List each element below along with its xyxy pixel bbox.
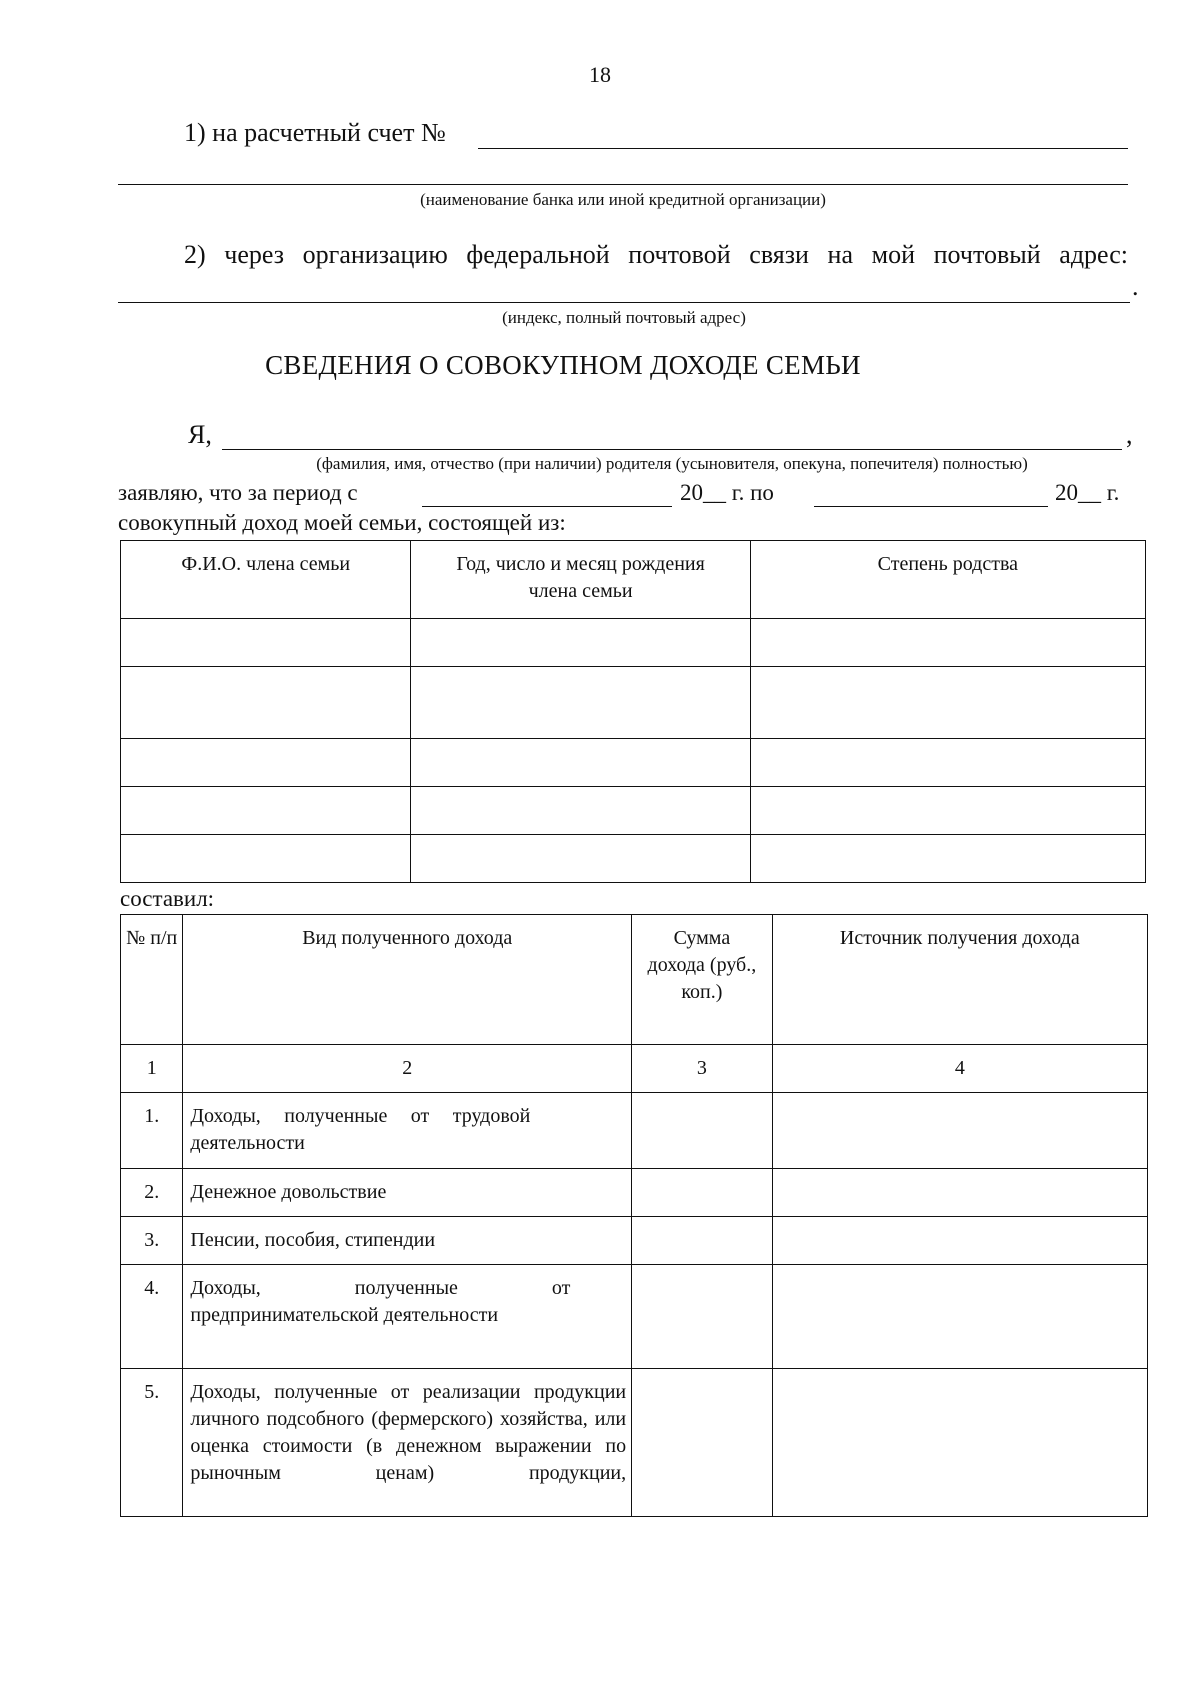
bank-caption: (наименование банка или иной кредитной организации) [420,190,826,209]
family-cell[interactable] [750,787,1145,835]
column-number: 3 [632,1045,773,1093]
family-cell[interactable] [121,667,411,739]
period-from-field[interactable] [422,506,672,507]
family-cell[interactable] [750,619,1145,667]
family-cell[interactable] [121,619,411,667]
family-cell[interactable] [121,739,411,787]
income-sum-cell[interactable] [632,1169,773,1217]
composed-label: составил: [120,886,215,911]
name-caption: (фамилия, имя, отчество (при наличии) родителя (усыновителя, опекуна, попечителя) полностью) [316,454,1028,473]
family-header-birth: Год, число и месяц рождения члена семьи [411,541,750,619]
family-cell[interactable] [121,787,411,835]
family-cell[interactable] [750,739,1145,787]
income-header-sum: Сумма дохода (руб., коп.) [632,915,773,1045]
family-line: совокупный доход моей семьи, состоящей из: [118,510,566,535]
family-cell[interactable] [750,835,1145,883]
income-source-cell[interactable] [772,1369,1147,1517]
family-cell[interactable] [411,739,750,787]
income-type [183,1265,632,1369]
postal-label: 2) через организацию федеральной почтовой связи на мой почтовый адрес: [184,240,1128,269]
account-number-field[interactable] [478,148,1128,149]
family-cell[interactable] [750,667,1145,739]
income-sum-cell[interactable] [632,1369,773,1517]
column-number: 4 [772,1045,1147,1093]
row-number: 4. [121,1265,183,1369]
ya-label: Я, [188,420,212,449]
family-header-relation: Степень родства [750,541,1145,619]
family-cell[interactable] [411,835,750,883]
income-type-text: Доходы, полученные от предпринимательской деятельности [190,1277,571,1326]
income-source-cell[interactable] [772,1265,1147,1369]
postal-period: . [1132,272,1139,301]
income-header-type: Вид полученного дохода [183,915,632,1045]
period-mid: 20__ г. по [680,480,774,505]
family-cell[interactable] [411,667,750,739]
row-number: 2. [121,1169,183,1217]
period-end: 20__ г. [1055,480,1120,505]
family-table [120,540,1146,883]
row-number: 3. [121,1217,183,1265]
column-number: 1 [121,1045,183,1093]
family-cell[interactable] [121,835,411,883]
income-source-cell[interactable] [772,1217,1147,1265]
income-table [120,914,1148,1517]
family-cell[interactable] [411,619,750,667]
account-label: 1) на расчетный счет № [184,118,446,147]
family-cell[interactable] [411,787,750,835]
income-type [183,1093,632,1169]
income-type: Денежное довольствие [183,1169,632,1217]
address-caption: (индекс, полный почтовый адрес) [502,308,746,327]
row-number: 1. [121,1093,183,1169]
page-number: 18 [589,62,611,87]
income-type: Доходы, полученные от реализации продукции личного подсобного (фермерского) хозяйства, или оценка стоимости (в денежном выражении по рыночным ценам) продукции, [183,1369,632,1517]
name-comma: , [1126,420,1133,449]
period-to-field[interactable] [814,506,1048,507]
income-header-num: № п/п [121,915,183,1045]
income-sum-cell[interactable] [632,1265,773,1369]
income-header-source: Источник получения дохода [772,915,1147,1045]
row-number: 5. [121,1369,183,1517]
period-prefix: заявляю, что за период с [118,480,358,505]
income-type: Пенсии, пособия, стипендии [183,1217,632,1265]
family-header-name: Ф.И.О. члена семьи [121,541,411,619]
income-sum-cell[interactable] [632,1217,773,1265]
income-sum-cell[interactable] [632,1093,773,1169]
income-type-text: Доходы, полученные от трудовой деятельности [190,1105,531,1154]
full-name-field[interactable] [222,449,1122,450]
bank-name-field[interactable] [118,184,1128,185]
postal-address-field[interactable] [118,302,1130,303]
income-source-cell[interactable] [772,1093,1147,1169]
income-source-cell[interactable] [772,1169,1147,1217]
column-number: 2 [183,1045,632,1093]
section-title: СВЕДЕНИЯ О СОВОКУПНОМ ДОХОДЕ СЕМЬИ [265,350,861,380]
